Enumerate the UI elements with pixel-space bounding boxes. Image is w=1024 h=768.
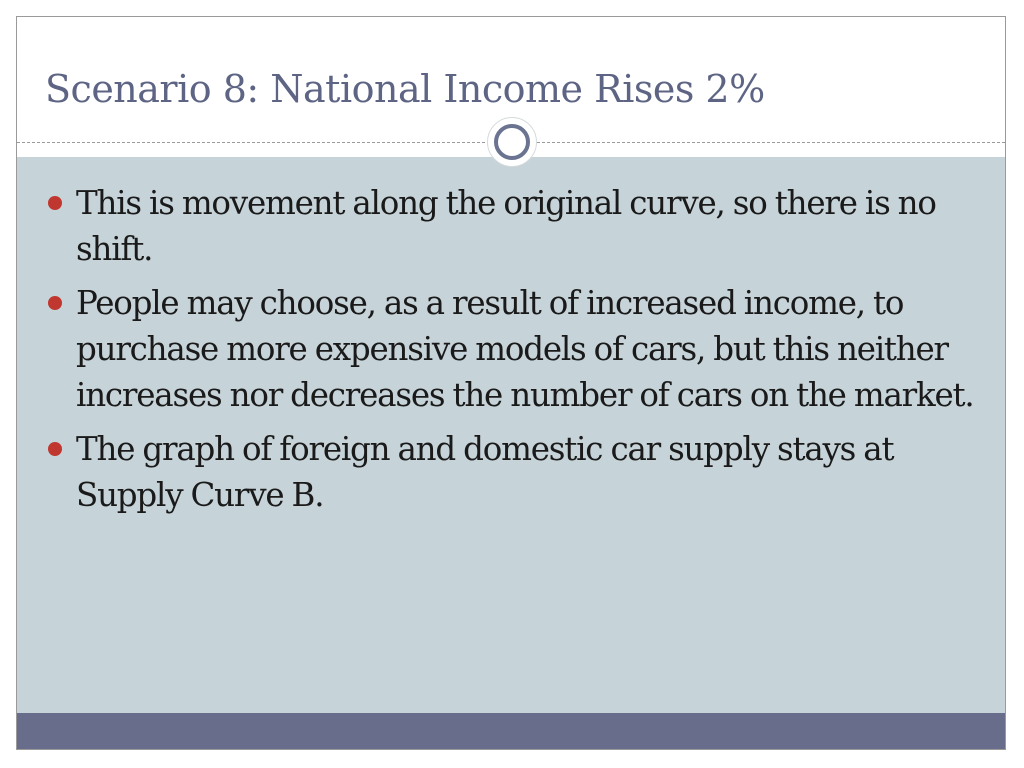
- bullet-text: The graph of foreign and domestic car supply stays at Supply Curve B.: [76, 430, 894, 514]
- bullet-list: [47, 180, 997, 526]
- bullet-item: [47, 180, 997, 272]
- slide-title: Scenario 8: National Income Rises 2%: [45, 67, 765, 111]
- bullet-item: [47, 280, 997, 418]
- footer-bar: [17, 713, 1005, 749]
- bullet-text: People may choose, as a result of increased income, to purchase more expensive models of cars, but this neither increases nor decreases the number of cars on the market.: [76, 284, 974, 414]
- bullet-dot-icon: [48, 196, 62, 210]
- bullet-text: This is movement along the original curve, so there is no shift.: [76, 184, 936, 268]
- bullet-dot-icon: [48, 296, 62, 310]
- slide: [16, 16, 1006, 750]
- divider-ring-icon: [487, 117, 537, 167]
- divider-ring-inner: [494, 124, 530, 160]
- bullet-item: [47, 426, 997, 518]
- bullet-dot-icon: [48, 442, 62, 456]
